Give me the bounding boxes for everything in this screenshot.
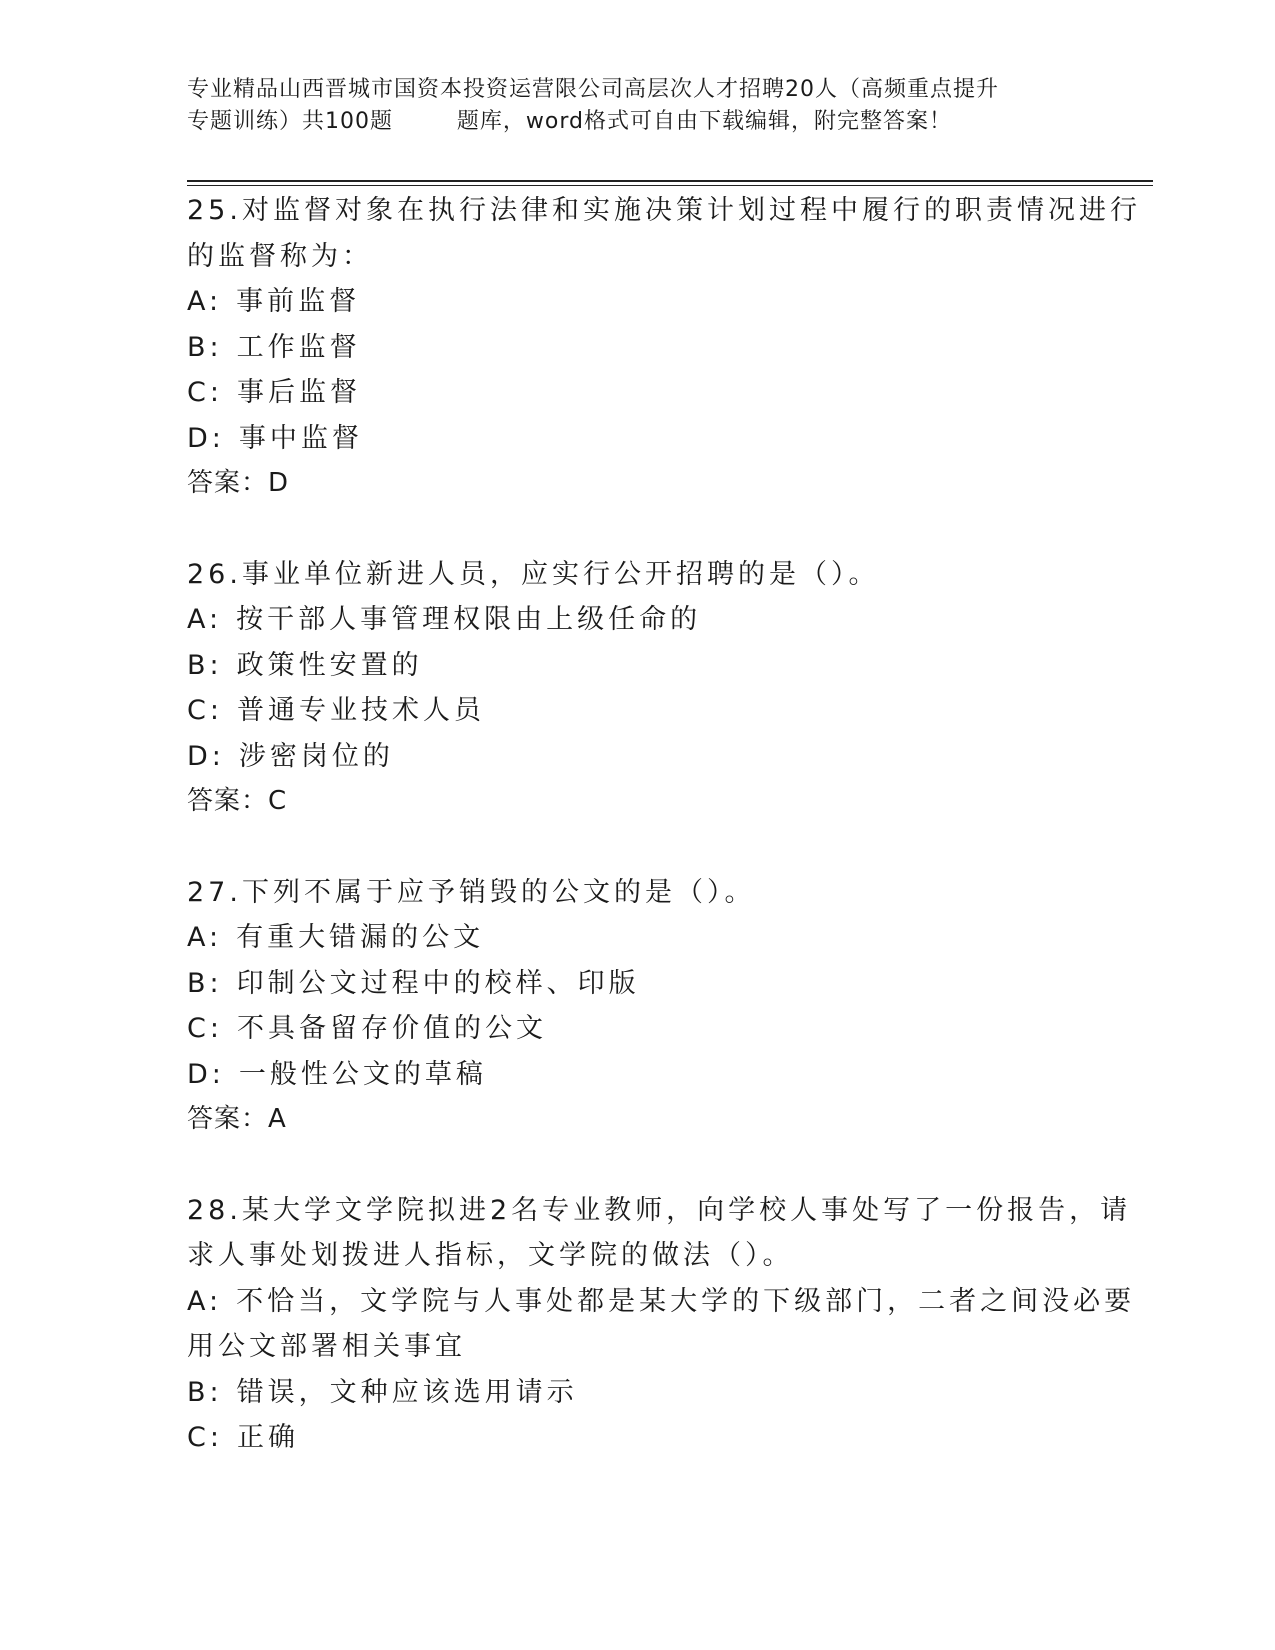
header-divider-thick — [187, 180, 1153, 182]
option-key: C: — [187, 1013, 223, 1044]
option-key: A: — [187, 286, 223, 317]
option-key: B: — [187, 649, 223, 681]
option-text: 事前监督 — [236, 286, 361, 317]
question-27 — [187, 870, 1147, 1143]
header-line-1: 专业精品山西晋城市国资本投资运营限公司高层次人才招聘20人（高频重点提升 — [187, 77, 999, 102]
option-key: D: — [187, 740, 225, 772]
option-text: 普通专业技术人员 — [236, 695, 485, 726]
option-key: D: — [187, 1058, 225, 1090]
question-stem-line: 28.某大学文学院拟进2名专业教师，向学校人事处写了一份报告，请 — [187, 1194, 1132, 1226]
option-c — [187, 1415, 1147, 1461]
option-text: 用公文部署相关事宜 — [187, 1331, 466, 1362]
option-text: 印制公文过程中的校样、印版 — [236, 967, 640, 999]
option-c — [187, 370, 1147, 416]
option-a — [187, 915, 1147, 961]
question-list — [187, 188, 1147, 1506]
answer-label: 答案：D — [187, 468, 290, 498]
option-key: A: — [187, 604, 223, 635]
option-b — [187, 325, 1147, 371]
option-text: 有重大错漏的公文 — [236, 922, 485, 953]
question-26 — [187, 552, 1147, 825]
question-stem-line: 27.下列不属于应予销毁的公文的是（）。 — [187, 876, 756, 908]
option-a — [187, 597, 1147, 643]
option-key: A: — [187, 1285, 223, 1317]
option-key: A: — [187, 922, 223, 953]
option-text: 政策性安置的 — [236, 649, 423, 681]
option-text: 不具备留存价值的公文 — [236, 1013, 547, 1044]
option-text: 不恰当，文学院与人事处都是某大学的下级部门，二者之间没必要 — [236, 1285, 1136, 1317]
option-key: B: — [187, 1376, 223, 1408]
option-text: 涉密岗位的 — [238, 740, 394, 772]
option-key: C: — [187, 377, 223, 408]
option-text: 一般性公文的草稿 — [238, 1058, 487, 1090]
question-stem-line: 26.事业单位新进人员，应实行公开招聘的是（）。 — [187, 558, 880, 590]
header-line-2: 专题训练）共100题 题库，word格式可自由下载编辑，附完整答案！ — [187, 109, 953, 134]
option-a — [187, 1279, 1147, 1325]
option-text: 事后监督 — [236, 377, 361, 408]
question-28 — [187, 1188, 1147, 1461]
page-header — [187, 74, 1087, 138]
option-key: C: — [187, 1422, 223, 1453]
option-d — [187, 734, 1147, 780]
option-b — [187, 1370, 1147, 1416]
option-b — [187, 643, 1147, 689]
question-stem-line: 25.对监督对象在执行法律和实施决策计划过程中履行的职责情况进行 — [187, 195, 1141, 226]
answer-label: 答案：C — [187, 786, 288, 816]
option-text: 按干部人事管理权限由上级任命的 — [236, 604, 702, 635]
option-text: 正确 — [236, 1422, 299, 1453]
option-key: B: — [187, 331, 223, 363]
question-25 — [187, 188, 1147, 507]
option-d — [187, 1052, 1147, 1098]
option-c — [187, 688, 1147, 734]
option-text: 工作监督 — [236, 331, 361, 363]
option-c — [187, 1006, 1147, 1052]
option-a-continued — [187, 1324, 1147, 1370]
option-text: 事中监督 — [238, 422, 363, 454]
question-stem-line: 求人事处划拨进人指标，文学院的做法（）。 — [187, 1240, 794, 1271]
question-stem-line: 的监督称为： — [187, 240, 373, 272]
document-page — [187, 0, 1147, 1650]
option-d — [187, 416, 1147, 462]
option-text: 错误，文种应该选用请示 — [236, 1376, 578, 1408]
header-divider-thin — [187, 185, 1153, 186]
option-key: D: — [187, 422, 225, 454]
option-a — [187, 279, 1147, 325]
option-key: C: — [187, 695, 223, 726]
answer-label: 答案：A — [187, 1104, 287, 1134]
option-b — [187, 961, 1147, 1007]
option-key: B: — [187, 967, 223, 999]
